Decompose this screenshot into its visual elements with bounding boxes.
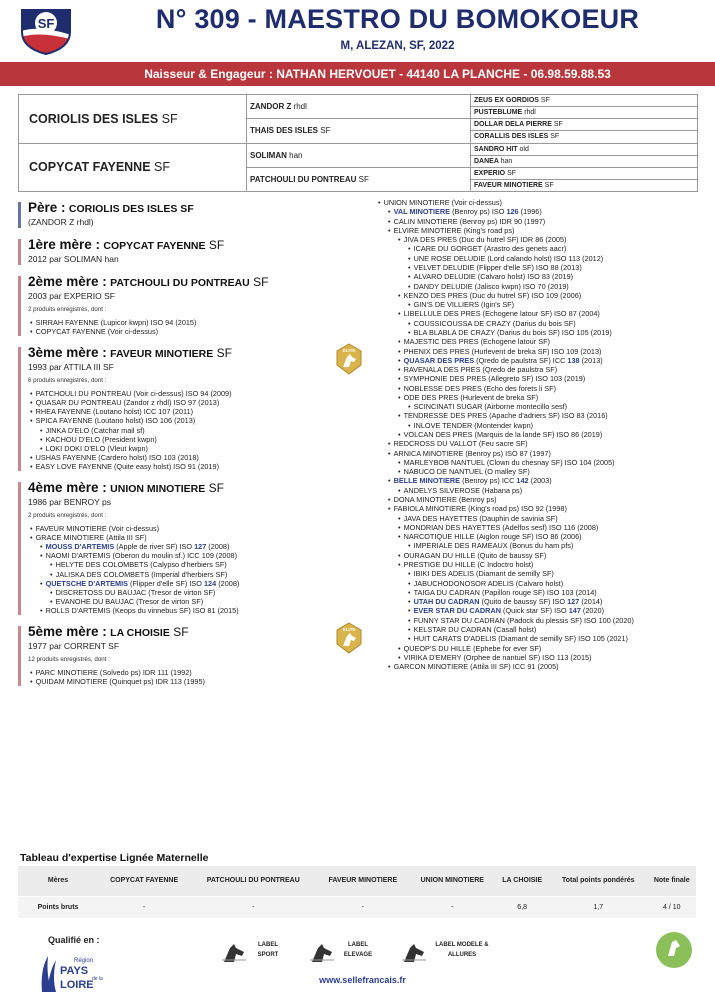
- svg-text:LOIRE: LOIRE: [60, 979, 94, 991]
- dam-products-list: [28, 389, 368, 471]
- elite-badge-icon: [336, 343, 362, 375]
- descendant-item: • EVER STAR DU CADRAN (Quick star SF) ISO 147 (2020): [376, 606, 706, 615]
- pedigree-gen3: CORALLIS DES ISLES SF: [471, 131, 698, 143]
- dam-sub: 1993 par ATTILA III SF: [28, 362, 114, 373]
- dam-heading: 5ème mère : LA CHOISIE SF: [28, 623, 189, 639]
- descendant-item: • CALIN MINOTIERE (Benroy ps) IDR 90 (1997): [376, 217, 706, 226]
- list-item: • QUIDAM MINOTIERE (Quinquet ps) IDR 113 (1995): [28, 677, 368, 686]
- website-link[interactable]: www.sellefrancais.fr: [319, 975, 406, 985]
- horse-description: M, ALEZAN, SF, 2022: [340, 40, 455, 52]
- descendant-item: • PRESTIGE DU HILLE (C Indoctro holst): [376, 560, 706, 569]
- descendant-item: • KELSTAR DU CADRAN (Casall holst): [376, 625, 706, 634]
- expertise-cell: -: [409, 896, 495, 918]
- expertise-table: [18, 866, 696, 919]
- descendant-item: • GIN'S DE VILLIERS (Igin's SF): [376, 300, 706, 309]
- descendant-item: • DONA MINOTIERE (Benroy ps): [376, 495, 706, 504]
- descendant-item: • GARCON MINOTIERE (Attila III SF) ICC 91 (2005): [376, 662, 706, 671]
- dam-sub: 2012 par SOLIMAN han: [28, 254, 119, 264]
- header: [0, 0, 715, 62]
- svg-text:ELITE: ELITE: [342, 626, 356, 632]
- descendant-item: • IBIKI DES ADELIS (Diamant de semilly SF): [376, 569, 706, 578]
- list-item: • GRACE MINOTIERE (Attila III SF): [28, 533, 368, 542]
- list-item: • USHAS FAYENNE (Cardero holst) ISO 103 (2018): [28, 453, 368, 462]
- pedigree-dam: COPYCAT FAYENNE SF: [19, 143, 247, 192]
- descendant-item: • DANDY DELUDIE (Jalisco kwpn) ISO 70 (2019): [376, 282, 706, 291]
- descendant-item: • FUNNY STAR DU CADRAN (Padock du plessis SF) ISO 100 (2020): [376, 616, 706, 625]
- dam-products-list: [28, 318, 368, 336]
- expertise-header: LA CHOISIE: [495, 866, 549, 896]
- pedigree-gen2: THAIS DES ISLES SF: [247, 119, 471, 143]
- expertise-cell: -: [98, 896, 190, 918]
- list-item: • PARC MINOTIERE (Solvedo ps) IDR 111 (1992): [28, 668, 368, 677]
- horse-head-icon: [308, 942, 336, 966]
- pedigree-sire: CORIOLIS DES ISLES SF: [19, 95, 247, 144]
- pedigree-gen2: ZANDOR Z rhdl: [247, 95, 471, 119]
- descendant-item: • ANDELYS SILVEROSE (Habana ps): [376, 486, 706, 495]
- list-item: • DISCRETOSS DU BAUJAC (Tresor de virton SF): [28, 588, 368, 597]
- descendant-item: • NOBLESSE DES PRES (Echo des forets li SF): [376, 384, 706, 393]
- descendant-item: • UNION MINOTIERE (Voir ci-dessus): [376, 198, 706, 207]
- expertise-cell: 6,8: [495, 896, 549, 918]
- dam-products-count: 6 produits enregistrés, dont :: [28, 377, 107, 385]
- list-item: • JINKA D'ELO (Catchar mail sf): [28, 426, 368, 435]
- descendant-item: • MARLEYBOB NANTUEL (Clown du chesnay SF) ISO 104 (2005): [376, 458, 706, 467]
- elite-badge-icon: [336, 622, 362, 654]
- descendant-item: • REDCROSS DU VALLOT (Feu sacre SF): [376, 439, 706, 448]
- partner-logo-icon: [654, 930, 694, 970]
- descendant-item: • UTAH DU CADRAN (Quito de baussy SF) ISO 127 (2014): [376, 597, 706, 606]
- dam-heading: 1ère mère : COPYCAT FAYENNE SF: [28, 237, 225, 252]
- dam-sub: 1977 par CORRENT SF: [28, 640, 120, 651]
- descendant-item: • INLOVE TENDER (Montender kwpn): [376, 421, 706, 430]
- list-item: • SIRRAH FAYENNE (Lupicor kwpn) ISO 94 (2015): [28, 318, 368, 327]
- pedigree-gen3: DANEA han: [471, 155, 698, 167]
- pedigree-gen2: PATCHOULI DU PONTREAU SF: [247, 167, 471, 191]
- list-item: • MOUSS D'ARTEMIS (Apple de river SF) ISO 127 (2008): [28, 542, 368, 551]
- descendant-item: • IMPERIALE DES RAMEAUX (Bonus du ham pfs): [376, 541, 706, 550]
- list-item: • EVANOHE DU BAUJAC (Tresor de virton SF): [28, 597, 368, 606]
- descendant-item: • LIBELLULE DES PRES (Echogene latour SF) ISO 87 (2004): [376, 309, 706, 318]
- descendant-item: • ELVIRE MINOTIERE (King's road ps): [376, 226, 706, 235]
- descendant-item: • VELVET DELUDIE (Flipper d'elle SF) ISO 88 (2013): [376, 263, 706, 272]
- expertise-header: COPYCAT FAYENNE: [98, 866, 190, 896]
- list-item: • FAVEUR MINOTIERE (Voir ci-dessus): [28, 524, 368, 533]
- descendant-item: • ALVARO DELUDIE (Calvaro holst) ISO 83 (2019): [376, 272, 706, 281]
- pedigree-gen3: PUSTEBLUME rhdl: [471, 107, 698, 119]
- sire-heading: Père : CORIOLIS DES ISLES SF: [28, 200, 194, 215]
- descendant-item: • JIVA DES PRES (Duc du hutrel SF) IDR 86 (2005): [376, 235, 706, 244]
- dam-sub: 2003 par EXPERIO SF: [28, 291, 115, 301]
- pedigree-table: [18, 94, 698, 192]
- descendant-item: • ODE DES PRES (Hurlevent de breka SF): [376, 393, 706, 402]
- list-item: • SPICA FAYENNE (Loutano holst) ISO 106 (2013): [28, 416, 368, 425]
- sf-logo-icon: [18, 6, 74, 56]
- dam-section-1: [18, 237, 368, 265]
- list-item: • COPYCAT FAYENNE (Voir ci-dessus): [28, 327, 368, 336]
- expertise-cell: 1,7: [549, 896, 647, 918]
- descendant-item: • NABUCO DE NANTUEL (O malley SF): [376, 467, 706, 476]
- list-item: • KACHOU D'ELO (President kwpn): [28, 435, 368, 444]
- expertise-header: Mères: [18, 866, 98, 896]
- dam-products-list: [28, 668, 368, 686]
- dam-section-4: [18, 480, 368, 615]
- descendant-item: • SCINCINATI SUGAR (Airborne montecillo sesf): [376, 402, 706, 411]
- svg-text:SF: SF: [37, 16, 55, 31]
- dam-products-list: [28, 524, 368, 615]
- expertise-header: PATCHOULI DU PONTREAU: [190, 866, 316, 896]
- svg-text:ELITE: ELITE: [342, 348, 356, 354]
- list-item: • RHEA FAYENNE (Loutano holst) ICC 107 (2011): [28, 407, 368, 416]
- pedigree-gen3: FAVEUR MINOTIERE SF: [471, 179, 698, 191]
- maternal-line-column: [18, 200, 368, 695]
- descendant-item: • HUIT CARATS D'ADELIS (Diamant de semilly SF) ISO 105 (2021): [376, 634, 706, 643]
- dam-products-count: 2 produits enregistrés, dont :: [28, 306, 107, 313]
- expertise-cell: -: [316, 896, 409, 918]
- page-title: N° 309 - MAESTRO DU BOMOKOEUR: [155, 4, 640, 34]
- descendant-item: • VOLCAN DES PRES (Marquis de la lande SF) ISO 86 (2019): [376, 430, 706, 439]
- dam-sub: 1986 par BENROY ps: [28, 497, 111, 508]
- svg-text:de la: de la: [92, 976, 103, 982]
- pedigree-gen3: SANDRO HIT old: [471, 143, 698, 155]
- list-item: • PATCHOULI DU PONTREAU (Voir ci-dessus) ISO 94 (2009): [28, 389, 368, 398]
- descendant-item: • QUEOP'S DU HILLE (Ephebe for ever SF): [376, 644, 706, 653]
- sire-section: [18, 200, 368, 228]
- list-item: • JALISKA DES COLOMBETS (Imperial d'herbiers SF): [28, 570, 368, 579]
- descendant-item: • PHENIX DES PRES (Hurlevent de breka SF) ISO 109 (2013): [376, 347, 706, 356]
- descendant-item: • MONDRIAN DES HAYETTES (Adelfos sesf) ISO 116 (2008): [376, 523, 706, 532]
- descendant-item: • FABIOLA MINOTIERE (King's road ps) ISO 92 (1998): [376, 504, 706, 513]
- descendant-item: • ICARE DU GORGET (Arastro des genets aacr): [376, 244, 706, 253]
- dam-products-count: 12 produits enregistrés, dont :: [28, 655, 110, 663]
- expertise-cell: -: [190, 896, 316, 918]
- descendant-item: • BLA BLABLA DE CRAZY (Darius du bois SF) ISO 105 (2019): [376, 328, 706, 337]
- dam-heading: 3ème mère : FAVEUR MINOTIERE SF: [28, 345, 232, 361]
- list-item: • LOKI DOKI D'ELO (Vleut kwpn): [28, 444, 368, 453]
- descendant-item: • KENZO DES PRES (Duc du hutrel SF) ISO 109 (2006): [376, 291, 706, 300]
- descendant-item: • TENDRESSE DES PRES (Apache d'adriers SF) ISO 83 (2016): [376, 411, 706, 420]
- list-item: • QUASAR DU PONTREAU (Zandor z rhdl) ISO 97 (2013): [28, 398, 368, 407]
- descendant-item: • BELLE MINOTIERE (Benroy ps) ICC 142 (2003): [376, 476, 706, 485]
- expertise-header: FAVEUR MINOTIERE: [316, 866, 409, 896]
- pedigree-gen3: DOLLAR DELA PIERRE SF: [471, 119, 698, 131]
- descendant-item: • TAIGA DU CADRAN (Papillon rouge SF) ISO 103 (2014): [376, 588, 706, 597]
- descendant-item: • MAJESTIC DES PRES (Echogene latour SF): [376, 337, 706, 346]
- descendant-item: • OURAGAN DU HILLE (Quito de baussy SF): [376, 551, 706, 560]
- pedigree-gen2: SOLIMAN han: [247, 143, 471, 167]
- dam-section-3: [18, 345, 368, 471]
- descendant-item: • RAVENALA DES PRES (Qredo de paulstra SF): [376, 365, 706, 374]
- region-pays-de-la-loire-logo: [38, 950, 118, 996]
- descendant-item: • QUASAR DES PRES (Qredo de paulstra SF) ICC 138 (2013): [376, 356, 706, 365]
- horse-head-icon: [400, 942, 428, 966]
- pedigree-gen3: EXPERIO SF: [471, 167, 698, 179]
- breeder-bar: Naisseur & Engageur : NATHAN HERVOUET - 44140 LA PLANCHE - 06.98.59.88.53: [0, 62, 715, 86]
- descendant-item: • SYMPHONIE DES PRES (Allegreto SF) ISO 103 (2019): [376, 374, 706, 383]
- expertise-row-label: Points bruts: [18, 896, 98, 918]
- labels-row: LABEL SPORT LABEL ELEVAGE LABEL MODELE & ALLURES: [220, 938, 540, 978]
- qualified-label: Qualifié en :: [48, 935, 100, 945]
- expertise-header: Note finale: [647, 866, 696, 896]
- svg-text:PAYS: PAYS: [60, 965, 89, 977]
- descendant-item: • UNE ROSE DELUDIE (Lord calando holst) ISO 113 (2012): [376, 254, 706, 263]
- list-item: • NAOMI D'ARTEMIS (Oberon du moulin sf.) ICC 109 (2008): [28, 551, 368, 560]
- descendant-item: • VIRIKA D'EMERY (Orphee de nantuel SF) ISO 113 (2015): [376, 653, 706, 662]
- svg-text:Région: Région: [74, 958, 94, 964]
- descendant-item: • COUSSICOUSSA DE CRAZY (Darius du bois SF): [376, 319, 706, 328]
- descendant-item: • ARNICA MINOTIERE (Benroy ps) ISO 87 (1997): [376, 449, 706, 458]
- expertise-cell: 4 / 10: [647, 896, 696, 918]
- pedigree-gen3: ZEUS EX GORDIOS SF: [471, 95, 698, 107]
- expertise-title: Tableau d'expertise Lignée Maternelle: [20, 852, 209, 864]
- expertise-header: Total points pondérés: [549, 866, 647, 896]
- descendant-item: • JABUCHODONOSOR ADELIS (Calvaro holst): [376, 579, 706, 588]
- sire-sub: (ZANDOR Z rhdl): [28, 217, 94, 227]
- descendant-item: • JAVA DES HAYETTES (Dauphin de savinia SF): [376, 514, 706, 523]
- dam-section-5: [18, 624, 368, 686]
- descendants-column: [376, 198, 706, 671]
- horse-head-icon: [220, 942, 248, 966]
- dam-products-count: 2 produits enregistrés, dont :: [28, 512, 107, 520]
- list-item: • QUETSCHE D'ARTEMIS (Flipper d'elle SF) ISO 124 (2008): [28, 579, 368, 588]
- dam-heading: 2ème mère : PATCHOULI DU PONTREAU SF: [28, 274, 269, 289]
- descendant-item: • NARCOTIQUE HILLE (Aiglon rouge SF) ISO 86 (2006): [376, 532, 706, 541]
- expertise-header: UNION MINOTIERE: [409, 866, 495, 896]
- list-item: • EASY LOVE FAYENNE (Quite easy holst) ISO 91 (2019): [28, 462, 368, 471]
- descendant-item: • VAL MINOTIERE (Benroy ps) ISO 126 (1996): [376, 207, 706, 216]
- dam-heading: 4ème mère : UNION MINOTIERE SF: [28, 480, 224, 496]
- list-item: • ROLLS D'ARTEMIS (Keops du vinnebus SF) ISO 81 (2015): [28, 606, 368, 615]
- dam-section-2: [18, 274, 368, 336]
- list-item: • HELYTE DES COLOMBETS (Calypso d'herbiers SF): [28, 560, 368, 569]
